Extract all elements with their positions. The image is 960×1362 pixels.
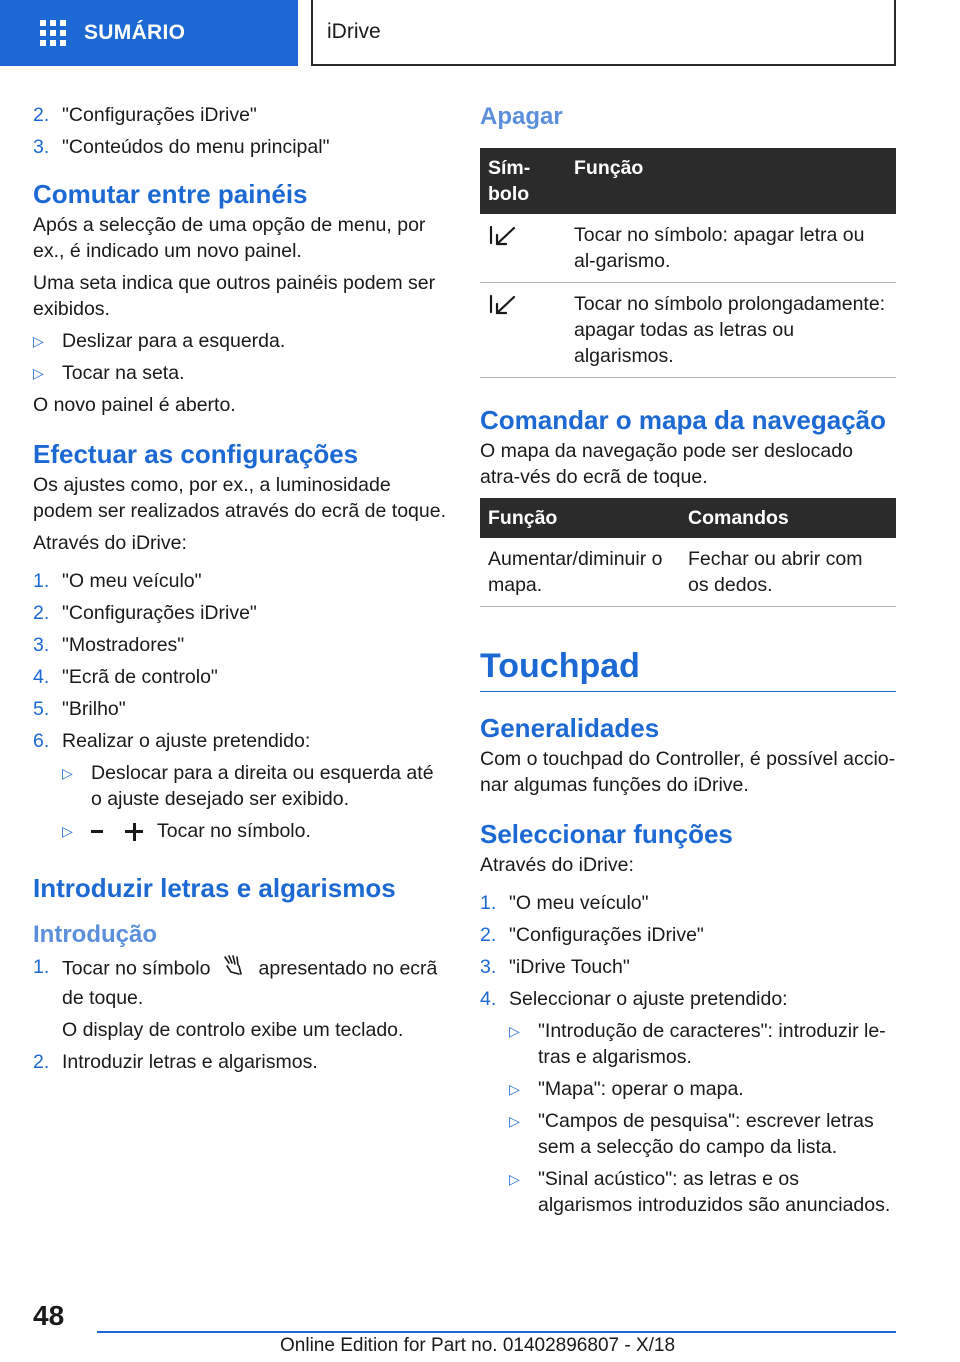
list-text: Introduzir letras e algarismos. bbox=[62, 1051, 318, 1073]
backspace-icon bbox=[488, 293, 518, 322]
grid-menu-icon bbox=[40, 20, 66, 46]
table-cell: Tocar no símbolo prolongadamente: apagar todas as letras ou algarismos. bbox=[566, 283, 896, 378]
left-column bbox=[33, 102, 448, 1081]
bullet-text: "Mapa": operar o mapa. bbox=[538, 1078, 744, 1100]
list-item bbox=[33, 568, 448, 594]
heading-general: Generalidades bbox=[480, 713, 660, 743]
paragraph: Através do iDrive: bbox=[33, 532, 187, 554]
bullet-item bbox=[62, 760, 448, 812]
triangle-bullet-icon: ▷ bbox=[509, 1081, 520, 1097]
paragraph: Após a selecção de uma opção de menu, por ex., é indicado um novo painel. bbox=[33, 214, 426, 262]
list-text: "Configurações iDrive" bbox=[62, 602, 257, 624]
paragraph: Uma seta indica que outros painéis podem ser exibidos. bbox=[33, 272, 436, 320]
list-number: 3. bbox=[33, 634, 50, 656]
list-item bbox=[33, 632, 448, 658]
triangle-bullet-icon: ▷ bbox=[62, 765, 73, 781]
bullet-text: Tocar no símbolo. bbox=[157, 820, 311, 842]
subheading-introduction: Introdução bbox=[33, 921, 157, 948]
list-text: "iDrive Touch" bbox=[509, 956, 630, 978]
list-text: apresentado no ecrã de toque. bbox=[62, 957, 438, 1009]
list-text: "Conteúdos do menu principal" bbox=[62, 136, 330, 158]
paragraph: O mapa da navegação pode ser deslocado atra-vés do ecrã de toque. bbox=[480, 440, 853, 488]
list-item bbox=[480, 986, 896, 1224]
table-header-function: Função bbox=[480, 498, 680, 538]
list-item bbox=[33, 102, 448, 128]
list-number: 1. bbox=[480, 892, 497, 914]
list-text: "Configurações iDrive" bbox=[62, 104, 257, 126]
bullet-item bbox=[509, 1108, 896, 1160]
bullet-text: Deslizar para a esquerda. bbox=[62, 330, 286, 352]
list-item bbox=[33, 664, 448, 690]
backspace-icon bbox=[488, 224, 518, 253]
paragraph: Com o touchpad do Controller, é possível accio-nar algumas funções do iDrive. bbox=[480, 748, 896, 796]
minus-icon bbox=[91, 830, 103, 833]
list-item bbox=[33, 696, 448, 722]
page-number: 48 bbox=[33, 1300, 65, 1331]
list-text: "Ecrã de controlo" bbox=[62, 666, 218, 688]
bullet-text: Deslocar para a direita ou esquerda até o ajuste desejado ser exibido. bbox=[91, 762, 434, 810]
heading-navigation-map: Comandar o mapa da navegação bbox=[480, 405, 887, 435]
list-text: "Mostradores" bbox=[62, 634, 185, 656]
list-number: 2. bbox=[33, 1051, 50, 1073]
footer-edition: Online Edition for Part no. 01402896807 - X/18 bbox=[280, 1335, 676, 1356]
list-item bbox=[33, 600, 448, 626]
bullet-text: Tocar na seta. bbox=[62, 362, 185, 384]
bullet-item bbox=[509, 1018, 896, 1070]
list-text: Seleccionar o ajuste pretendido: bbox=[509, 988, 788, 1010]
list-number: 2. bbox=[480, 924, 497, 946]
table-row bbox=[480, 538, 896, 607]
table-header-symbol: Sím- bolo bbox=[480, 148, 566, 214]
list-text: "O meu veículo" bbox=[509, 892, 649, 914]
right-column bbox=[480, 102, 896, 1230]
triangle-bullet-icon: ▷ bbox=[509, 1023, 520, 1039]
delete-table bbox=[480, 148, 896, 378]
contents-button[interactable] bbox=[0, 0, 298, 66]
list-number: 6. bbox=[33, 730, 50, 752]
bullet-item bbox=[509, 1076, 896, 1102]
table-header-function: Função bbox=[566, 148, 896, 214]
heading-settings: Efectuar as configurações bbox=[33, 439, 359, 469]
triangle-bullet-icon: ▷ bbox=[33, 333, 44, 349]
list-number: 1. bbox=[33, 956, 50, 978]
table-header-commands: Comandos bbox=[680, 498, 896, 538]
heading-touchpad: Touchpad bbox=[480, 645, 896, 692]
bullet-item bbox=[509, 1166, 896, 1218]
bullet-item bbox=[33, 360, 448, 386]
heading-switch-panels: Comutar entre painéis bbox=[33, 179, 308, 209]
contents-label: SUMÁRIO bbox=[84, 21, 186, 44]
triangle-bullet-icon: ▷ bbox=[509, 1171, 520, 1187]
list-item bbox=[480, 922, 896, 948]
table-cell: Tocar no símbolo: apagar letra ou al-garismo. bbox=[566, 214, 896, 283]
paragraph: Os ajustes como, por ex., a luminosidade podem ser realizados através do ecrã de toque. bbox=[33, 474, 446, 522]
list-number: 2. bbox=[33, 104, 50, 126]
list-item bbox=[480, 954, 896, 980]
handwriting-icon bbox=[221, 954, 247, 985]
list-number: 5. bbox=[33, 698, 50, 720]
table-cell: Aumentar/diminuir o mapa. bbox=[480, 538, 680, 607]
plus-icon bbox=[125, 823, 143, 841]
triangle-bullet-icon: ▷ bbox=[62, 823, 73, 839]
triangle-bullet-icon: ▷ bbox=[33, 365, 44, 381]
list-item bbox=[33, 134, 448, 160]
bullet-item bbox=[33, 328, 448, 354]
bullet-text: "Introdução de caracteres": introduzir le-tras e algarismos. bbox=[538, 1020, 886, 1068]
heading-enter-letters: Introduzir letras e algarismos bbox=[33, 873, 396, 903]
list-number: 1. bbox=[33, 570, 50, 592]
list-text: Tocar no símbolo bbox=[62, 957, 211, 980]
bullet-text: "Sinal acústico": as letras e os algarismos introduzidos são anunciados. bbox=[538, 1168, 891, 1216]
paragraph: O novo painel é aberto. bbox=[33, 394, 236, 416]
list-item bbox=[33, 728, 448, 850]
list-text: "Brilho" bbox=[62, 698, 126, 720]
table-row bbox=[480, 214, 896, 283]
list-item bbox=[480, 890, 896, 916]
table-cell: Fechar ou abrir com os dedos. bbox=[680, 538, 896, 607]
bullet-text: "Campos de pesquisa": escrever letras sem a selecção do campo da lista. bbox=[538, 1110, 874, 1158]
list-number: 3. bbox=[480, 956, 497, 978]
list-number: 3. bbox=[33, 136, 50, 158]
list-item bbox=[33, 954, 448, 1043]
list-number: 2. bbox=[33, 602, 50, 624]
list-text: Realizar o ajuste pretendido: bbox=[62, 730, 311, 752]
list-item bbox=[33, 1049, 448, 1075]
table-row bbox=[480, 283, 896, 378]
list-number: 4. bbox=[33, 666, 50, 688]
list-text: "Configurações iDrive" bbox=[509, 924, 704, 946]
paragraph: Através do iDrive: bbox=[480, 854, 634, 876]
paragraph: O display de controlo exibe um teclado. bbox=[62, 1019, 404, 1041]
subheading-delete: Apagar bbox=[480, 103, 563, 130]
section-tab[interactable]: iDrive bbox=[311, 0, 896, 66]
list-text: "O meu veículo" bbox=[62, 570, 202, 592]
bullet-item bbox=[62, 818, 448, 844]
heading-select-functions: Seleccionar funções bbox=[480, 819, 733, 849]
map-table bbox=[480, 498, 896, 607]
list-number: 4. bbox=[480, 988, 497, 1010]
triangle-bullet-icon: ▷ bbox=[509, 1113, 520, 1129]
